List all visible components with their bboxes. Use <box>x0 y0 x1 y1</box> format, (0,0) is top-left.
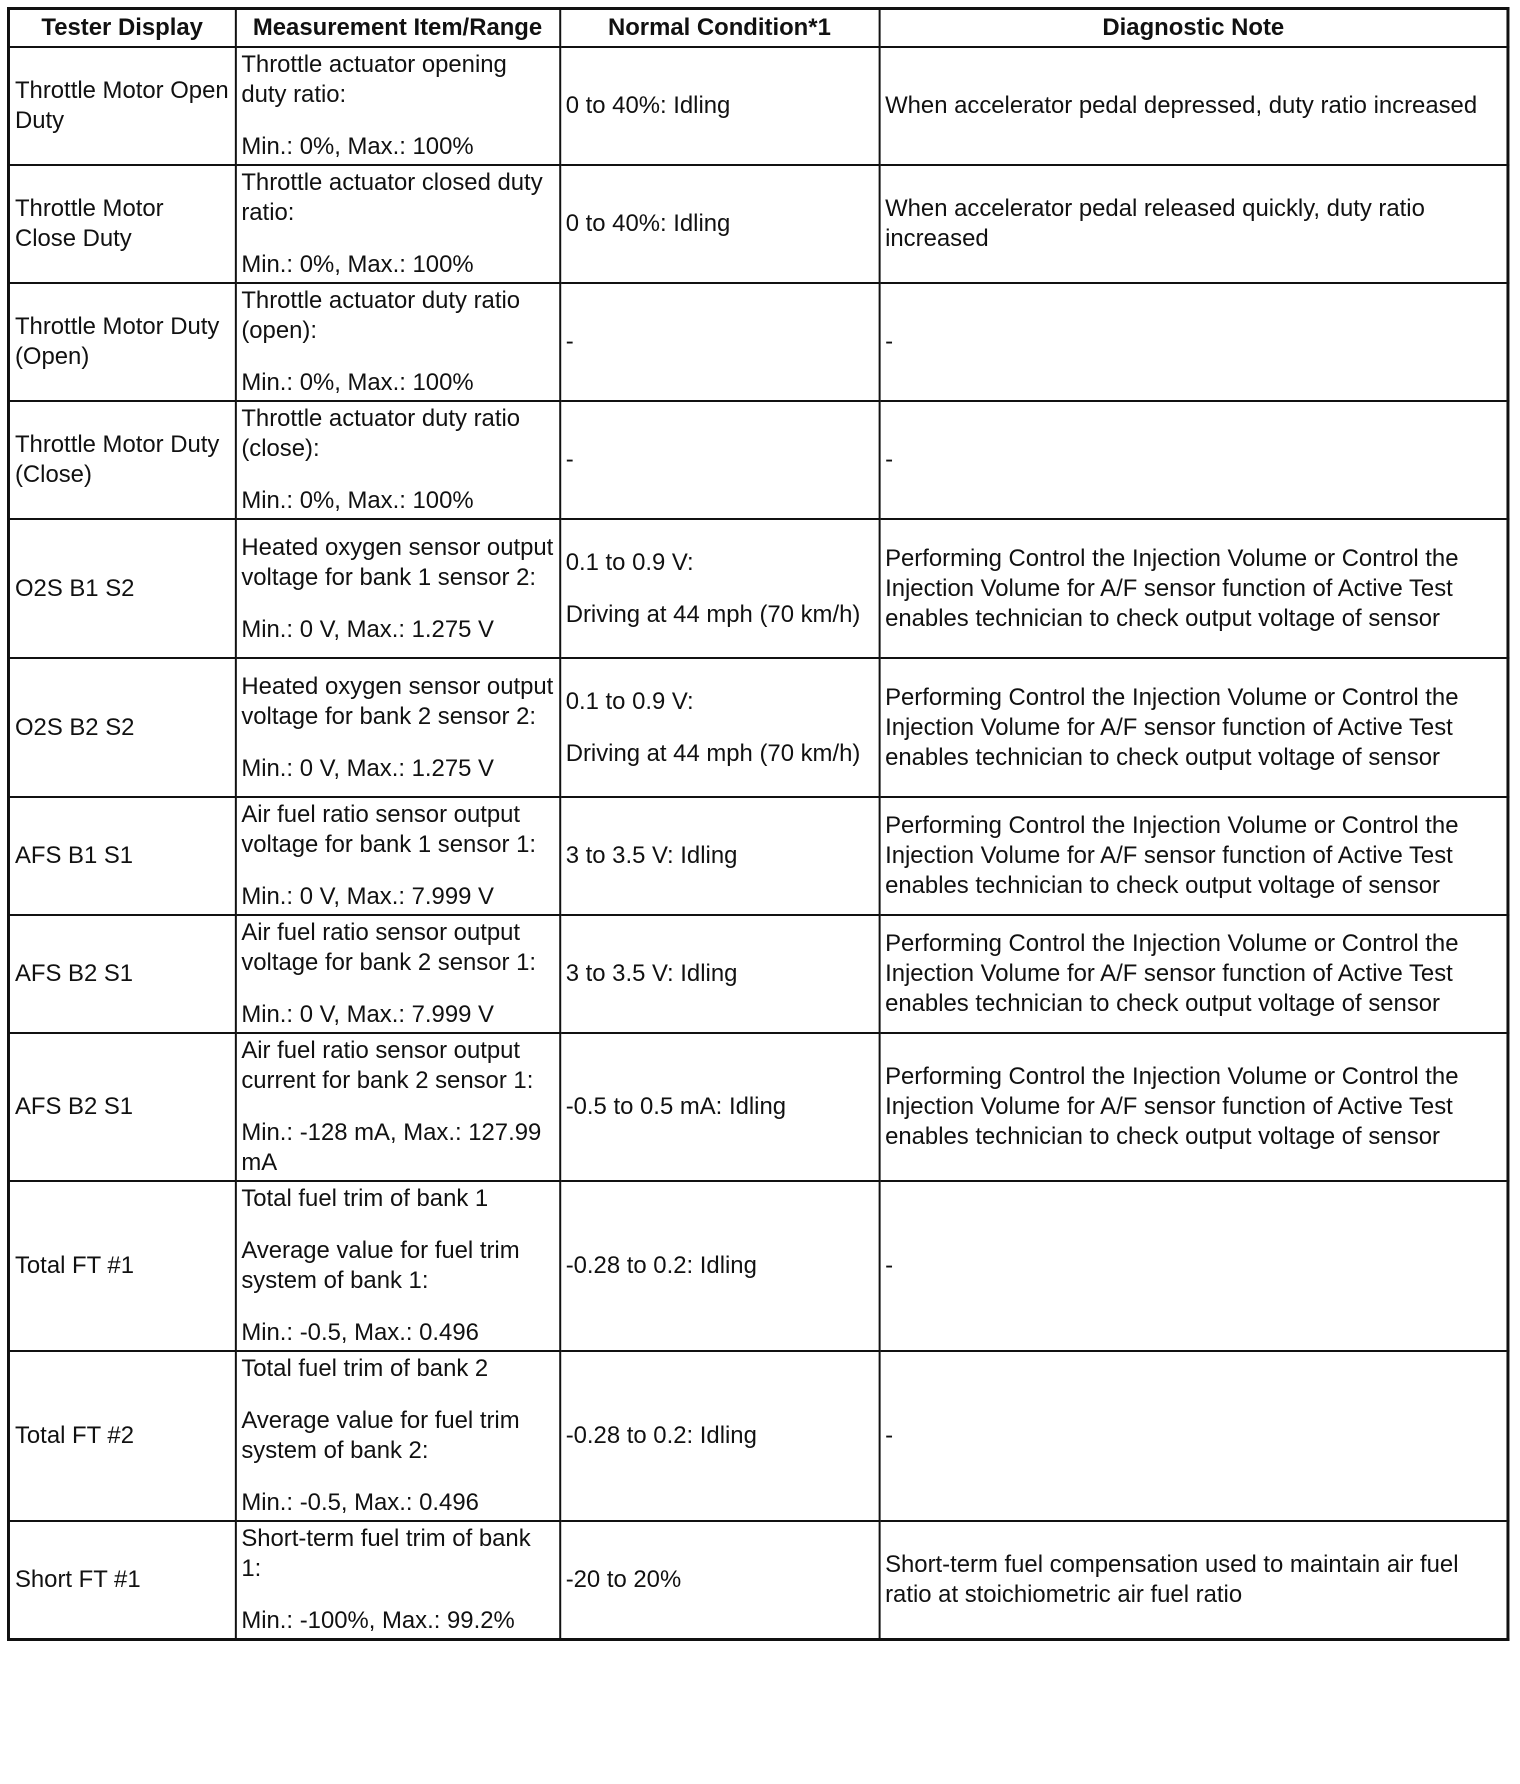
tester-display-cell: O2S B1 S2 <box>8 519 235 658</box>
diagnostic-note-cell: Performing Control the Injection Volume or Control the Injection Volume for A/F sensor function of Active Test enables technician to check output voltage of sensor <box>879 797 1508 915</box>
measurement-line: Air fuel ratio sensor output voltage for bank 1 sensor 1: <box>241 801 537 858</box>
measurement-cell <box>235 1181 559 1351</box>
header-normal-condition: Normal Condition*1 <box>560 9 879 48</box>
measurement-line: Air fuel ratio sensor output current for bank 2 sensor 1: <box>241 1037 534 1094</box>
measurement-line: Short-term fuel trim of bank 1: <box>241 1525 531 1582</box>
measurement-line: Min.: 0 V, Max.: 1.275 V <box>241 615 494 643</box>
normal-condition-line: -0.28 to 0.2: Idling <box>565 1422 757 1449</box>
normal-condition-line: - <box>565 446 574 473</box>
measurement-line: Heated oxygen sensor output voltage for bank 1 sensor 2: <box>241 533 554 591</box>
normal-condition-cell <box>560 401 879 519</box>
normal-condition-line: - <box>565 328 574 355</box>
table-row <box>8 1181 1507 1351</box>
measurement-line: Min.: 0%, Max.: 100% <box>241 133 474 160</box>
table-row <box>8 283 1507 401</box>
normal-condition-cell <box>560 519 879 658</box>
table-row <box>8 165 1507 283</box>
diagnostic-note-cell: Performing Control the Injection Volume or Control the Injection Volume for A/F sensor function of Active Test enables technician to check output voltage of sensor <box>879 1033 1508 1181</box>
table-row <box>8 1033 1507 1181</box>
measurement-line: Min.: -128 mA, Max.: 127.99 mA <box>241 1119 542 1176</box>
measurement-line: Min.: -100%, Max.: 99.2% <box>241 1607 515 1634</box>
measurement-line: Air fuel ratio sensor output voltage for bank 2 sensor 1: <box>241 919 537 976</box>
normal-condition-line: 0.1 to 0.9 V: <box>565 548 694 576</box>
normal-condition-cell <box>560 1033 879 1181</box>
tester-display-cell: Total FT #2 <box>8 1351 235 1521</box>
diagnostic-note-cell: When accelerator pedal released quickly, duty ratio increased <box>879 165 1508 283</box>
normal-condition-cell <box>560 658 879 797</box>
measurement-cell <box>235 519 559 658</box>
tester-display-cell: AFS B2 S1 <box>8 915 235 1033</box>
normal-condition-cell <box>560 283 879 401</box>
normal-condition-line: -0.5 to 0.5 mA: Idling <box>565 1093 787 1120</box>
normal-condition-line: 0.1 to 0.9 V: <box>565 687 694 715</box>
header-tester-display: Tester Display <box>8 9 235 48</box>
measurement-line: Throttle actuator duty ratio (close): <box>241 405 521 462</box>
measurement-line: Min.: 0 V, Max.: 1.275 V <box>241 754 494 782</box>
diagnostic-note-cell: When accelerator pedal depressed, duty ratio increased <box>879 47 1508 165</box>
normal-condition-cell <box>560 1521 879 1640</box>
measurement-line: Min.: 0%, Max.: 100% <box>241 251 474 278</box>
measurement-cell <box>235 401 559 519</box>
data-list-table <box>7 7 1509 1641</box>
measurement-cell <box>235 283 559 401</box>
normal-condition-cell <box>560 47 879 165</box>
table-row <box>8 797 1507 915</box>
diagnostic-note-cell: - <box>879 401 1508 519</box>
measurement-line: Min.: -0.5, Max.: 0.496 <box>241 1489 479 1516</box>
table-row <box>8 519 1507 658</box>
diagnostic-note-cell: Performing Control the Injection Volume or Control the Injection Volume for A/F sensor function of Active Test enables technician to check output voltage of sensor <box>879 658 1508 797</box>
table-row <box>8 915 1507 1033</box>
table-row <box>8 1521 1507 1640</box>
measurement-line: Average value for fuel trim system of bank 2: <box>241 1407 520 1464</box>
measurement-line: Min.: 0 V, Max.: 7.999 V <box>241 1001 494 1028</box>
table-row <box>8 1351 1507 1521</box>
measurement-cell <box>235 1351 559 1521</box>
measurement-line: Min.: 0%, Max.: 100% <box>241 369 474 396</box>
measurement-line: Throttle actuator opening duty ratio: <box>241 51 507 108</box>
diagnostic-note-cell: Performing Control the Injection Volume or Control the Injection Volume for A/F sensor function of Active Test enables technician to check output voltage of sensor <box>879 915 1508 1033</box>
measurement-cell <box>235 47 559 165</box>
diagnostic-note-cell: - <box>879 1351 1508 1521</box>
tester-display-cell: Throttle Motor Open Duty <box>8 47 235 165</box>
measurement-line: Throttle actuator closed duty ratio: <box>241 169 543 226</box>
normal-condition-cell <box>560 915 879 1033</box>
normal-condition-line: 3 to 3.5 V: Idling <box>565 960 738 987</box>
tester-display-cell: Short FT #1 <box>8 1521 235 1640</box>
tester-display-cell: Throttle Motor Close Duty <box>8 165 235 283</box>
tester-display-cell: Throttle Motor Duty (Close) <box>8 401 235 519</box>
normal-condition-line: -0.28 to 0.2: Idling <box>565 1252 757 1279</box>
normal-condition-cell <box>560 1351 879 1521</box>
normal-condition-line: -20 to 20% <box>565 1566 682 1593</box>
measurement-line: Average value for fuel trim system of bank 1: <box>241 1237 520 1294</box>
normal-condition-cell <box>560 165 879 283</box>
table-row <box>8 401 1507 519</box>
diagnostic-note-cell: Performing Control the Injection Volume or Control the Injection Volume for A/F sensor function of Active Test enables technician to check output voltage of sensor <box>879 519 1508 658</box>
diagnostic-note-cell: - <box>879 283 1508 401</box>
diagnostic-note-cell: Short-term fuel compensation used to maintain air fuel ratio at stoichiometric air fuel ratio <box>879 1521 1508 1640</box>
measurement-cell <box>235 797 559 915</box>
table-row <box>8 47 1507 165</box>
measurement-line: Total fuel trim of bank 1 <box>241 1185 489 1212</box>
tester-display-cell: Total FT #1 <box>8 1181 235 1351</box>
normal-condition-cell <box>560 1181 879 1351</box>
measurement-cell <box>235 1033 559 1181</box>
measurement-line: Throttle actuator duty ratio (open): <box>241 287 521 344</box>
measurement-line: Min.: 0 V, Max.: 7.999 V <box>241 883 494 910</box>
measurement-cell <box>235 915 559 1033</box>
header-diagnostic-note: Diagnostic Note <box>879 9 1508 48</box>
normal-condition-line: 0 to 40%: Idling <box>565 210 731 237</box>
header-row <box>8 9 1507 48</box>
measurement-cell <box>235 658 559 797</box>
tester-display-cell: O2S B2 S2 <box>8 658 235 797</box>
measurement-cell <box>235 165 559 283</box>
normal-condition-line: Driving at 44 mph (70 km/h) <box>565 739 861 767</box>
tester-display-cell: AFS B1 S1 <box>8 797 235 915</box>
normal-condition-line: Driving at 44 mph (70 km/h) <box>565 600 861 628</box>
normal-condition-line: 3 to 3.5 V: Idling <box>565 842 738 869</box>
header-measurement-item: Measurement Item/Range <box>235 9 559 48</box>
measurement-line: Min.: 0%, Max.: 100% <box>241 487 474 514</box>
measurement-line: Total fuel trim of bank 2 <box>241 1355 489 1382</box>
normal-condition-cell <box>560 797 879 915</box>
table-row <box>8 658 1507 797</box>
diagnostic-note-cell: - <box>879 1181 1508 1351</box>
tester-display-cell: AFS B2 S1 <box>8 1033 235 1181</box>
normal-condition-line: 0 to 40%: Idling <box>565 92 731 119</box>
measurement-cell <box>235 1521 559 1640</box>
measurement-line: Heated oxygen sensor output voltage for bank 2 sensor 2: <box>241 672 554 730</box>
measurement-line: Min.: -0.5, Max.: 0.496 <box>241 1319 479 1346</box>
tester-display-cell: Throttle Motor Duty (Open) <box>8 283 235 401</box>
